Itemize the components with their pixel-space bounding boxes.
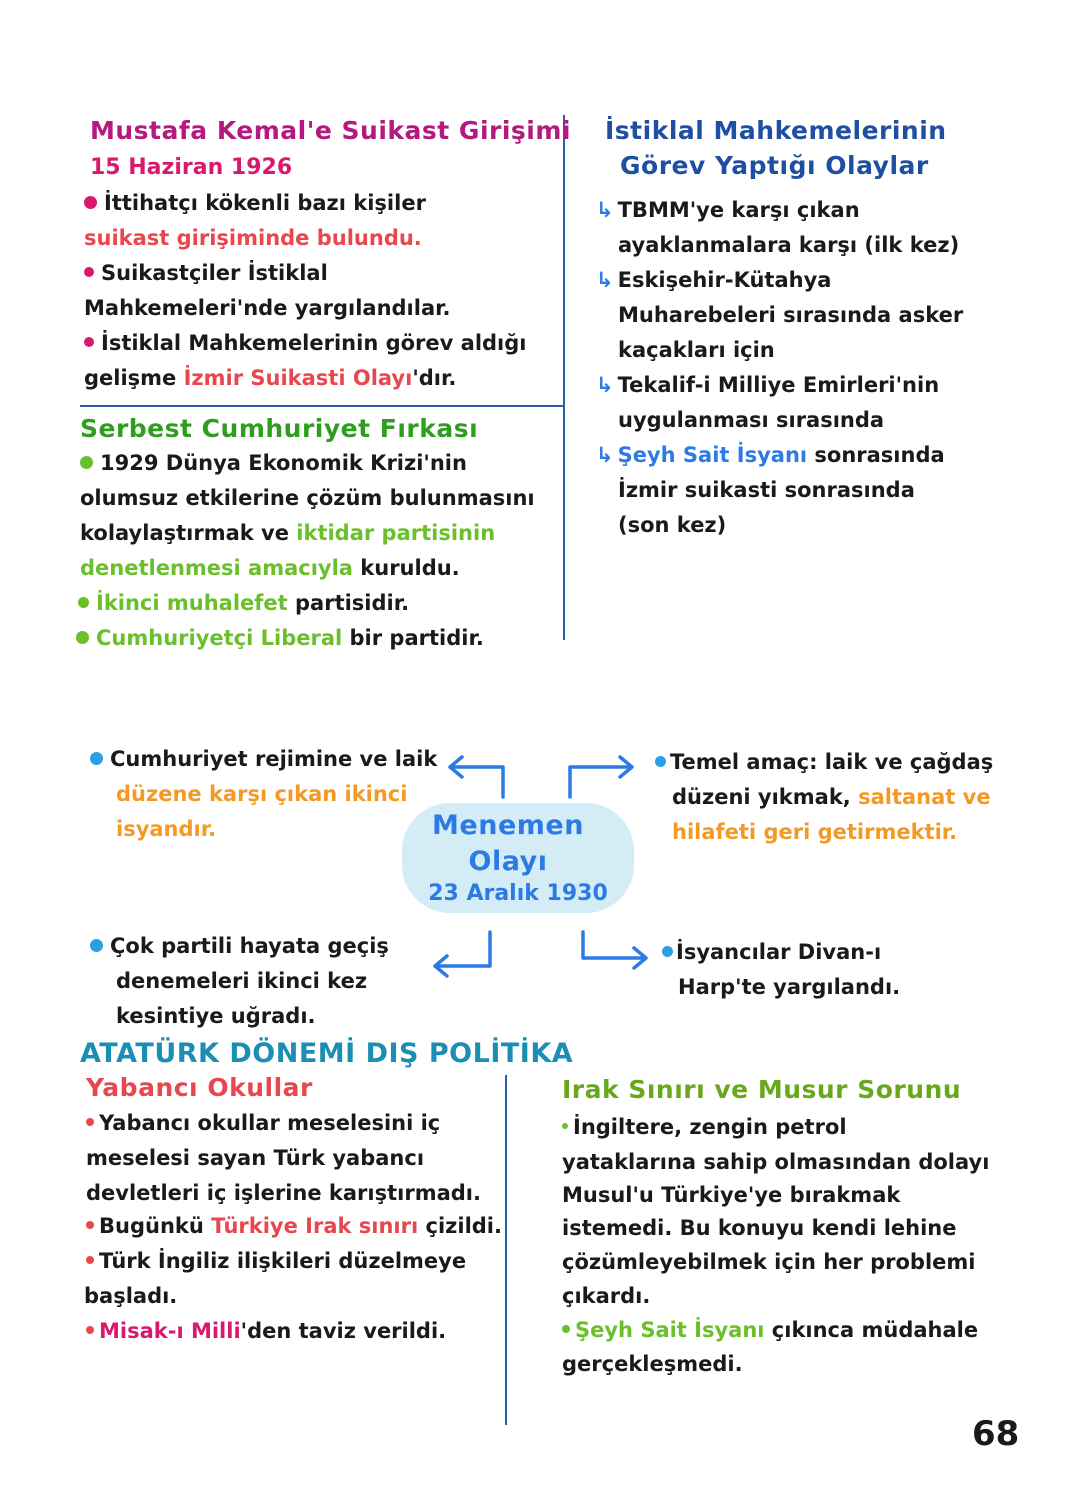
istiklal-line-5: kaçakları için: [618, 338, 775, 362]
menemen-tl-1: Cumhuriyet rejimine ve laik: [90, 742, 437, 777]
istiklal-line-2: ayaklanmalara karşı (ilk kez): [618, 233, 960, 257]
menemen-bl-2: denemeleri ikinci kez: [116, 969, 368, 993]
istiklal-line-8: ↳ Şeyh Sait İsyanı sonrasında: [596, 443, 945, 467]
arrow-bottom-right-icon: [583, 932, 646, 968]
menemen-tl-2: düzene karşı çıkan ikinci: [116, 782, 408, 806]
menemen-title-1: Menemen: [432, 810, 584, 841]
okullar-line-3: devletleri iç işlerine karıştırmadı.: [86, 1181, 481, 1205]
menemen-title-2: Olayı: [468, 846, 548, 877]
istiklal-line-10: (son kez): [618, 513, 727, 537]
page-number: 68: [972, 1414, 1020, 1454]
okullar-line-7: Misak-ı Milli'den taviz verildi.: [86, 1314, 446, 1349]
irak-line-3: Musul'u Türkiye'ye bırakmak: [562, 1183, 901, 1207]
dis-politika-heading: ATATÜRK DÖNEMİ DIŞ POLİTİKA: [80, 1038, 574, 1069]
istiklal-line-9: İzmir suikasti sonrasında: [618, 478, 915, 502]
suikast-line-2: suikast girişiminde bulundu.: [84, 226, 422, 250]
serbest-line-1: 1929 Dünya Ekonomik Krizi'nin: [80, 446, 467, 481]
serbest-title: Serbest Cumhuriyet Fırkası: [80, 414, 479, 443]
menemen-tr-2: düzeni yıkmak, saltanat ve: [672, 785, 991, 809]
serbest-line-6: Cumhuriyetçi Liberal bir partidir.: [76, 621, 484, 656]
serbest-line-5: İkinci muhalefet partisidir.: [78, 586, 409, 621]
menemen-tl-3: isyandır.: [116, 817, 217, 841]
return-arrow-icon: ↳: [596, 373, 614, 397]
suikast-line-1: İttihatçı kökenli bazı kişiler: [84, 186, 426, 221]
left-divider-horizontal: [80, 405, 564, 407]
istiklal-line-6: ↳ Tekalif-i Milliye Emirleri'nin: [596, 373, 940, 397]
suikast-line-4: Mahkemeleri'nde yargılandılar.: [84, 296, 451, 320]
istiklal-title-2: Görev Yaptığı Olaylar: [620, 151, 929, 180]
okullar-line-2: meselesi sayan Türk yabancı: [86, 1146, 425, 1170]
istiklal-title-1: İstiklal Mahkemelerinin: [605, 116, 947, 145]
okullar-line-1: Yabancı okullar meselesini iç: [86, 1106, 440, 1141]
istiklal-line-1: ↳ TBMM'ye karşı çıkan: [596, 198, 860, 222]
irak-line-4: istemedi. Bu konuyu kendi lehine: [562, 1216, 957, 1240]
yabanci-okullar-title: Yabancı Okullar: [86, 1073, 313, 1102]
suikast-line-5: İstiklal Mahkemelerinin görev aldığı: [84, 326, 526, 361]
suikast-date: 15 Haziran 1926: [90, 155, 293, 180]
okullar-line-4: Bugünkü Türkiye Irak sınırı çizildi.: [86, 1209, 502, 1244]
return-arrow-icon: ↳: [596, 198, 614, 222]
istiklal-line-4: Muharebeleri sırasında asker: [618, 303, 964, 327]
irak-line-6: çıkardı.: [562, 1284, 651, 1308]
menemen-tr-1: Temel amaç: laik ve çağdaş: [655, 745, 993, 780]
irak-line-1: İngiltere, zengin petrol: [562, 1110, 847, 1145]
return-arrow-icon: ↳: [596, 268, 614, 292]
irak-title: Irak Sınırı ve Musur Sorunu: [562, 1075, 962, 1104]
suikast-line-3: Suikastçiler İstiklal: [84, 256, 328, 291]
serbest-line-3: kolaylaştırmak ve iktidar partisinin: [80, 521, 496, 545]
arrow-top-left-icon: [450, 757, 503, 797]
okullar-line-5: Türk İngiliz ilişkileri düzelmeye: [86, 1244, 466, 1279]
serbest-line-2: olumsuz etkilerine çözüm bulunmasını: [80, 486, 535, 510]
menemen-br-1: İsyancılar Divan-ı: [662, 935, 881, 970]
menemen-bl-1: Çok partili hayata geçiş: [90, 929, 389, 964]
return-arrow-icon: ↳: [596, 443, 614, 467]
irak-line-8: gerçekleşmedi.: [562, 1352, 743, 1376]
menemen-br-2: Harp'te yargılandı.: [678, 975, 901, 999]
okullar-line-6: başladı.: [84, 1284, 178, 1308]
irak-line-2: yataklarına sahip olmasından dolayı: [562, 1150, 990, 1174]
istiklal-line-3: ↳ Eskişehir-Kütahya: [596, 268, 832, 292]
menemen-bl-3: kesintiye uğradı.: [116, 1004, 316, 1028]
arrow-bottom-left-icon: [435, 932, 490, 976]
center-divider-bottom: [505, 1075, 507, 1425]
menemen-date: 23 Aralık 1930: [428, 881, 608, 906]
serbest-line-4: denetlenmesi amacıyla kuruldu.: [80, 556, 460, 580]
center-divider-top: [563, 115, 565, 640]
menemen-tr-3: hilafeti geri getirmektir.: [672, 820, 958, 844]
suikast-line-6: gelişme İzmir Suikasti Olayı'dır.: [84, 366, 457, 390]
irak-line-7: Şeyh Sait İsyanı çıkınca müdahale: [562, 1313, 978, 1348]
suikast-title: Mustafa Kemal'e Suikast Girişimi: [90, 116, 571, 145]
arrow-top-right-icon: [570, 757, 632, 797]
istiklal-line-7: uygulanması sırasında: [618, 408, 885, 432]
irak-line-5: çözümleyebilmek için her problemi: [562, 1250, 976, 1274]
